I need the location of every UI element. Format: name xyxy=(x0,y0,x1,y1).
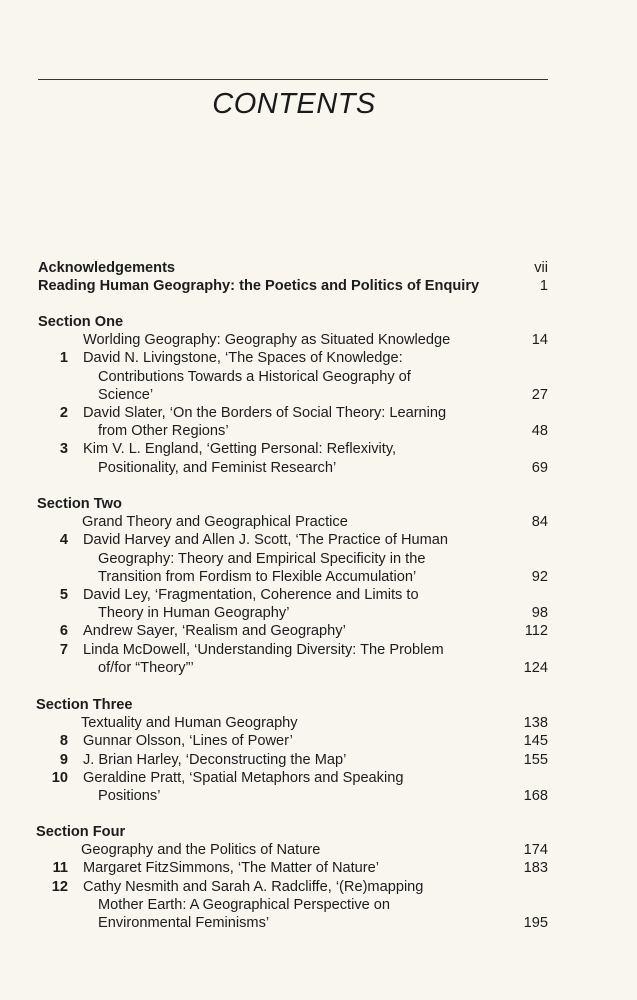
chapter-title-line: Geography: Theory and Empirical Specificity in the xyxy=(98,550,426,567)
section-intro-title: Worlding Geography: Geography as Situated Knowledge xyxy=(83,332,451,349)
chapter-number: 2 xyxy=(59,405,68,421)
page-number: 14 xyxy=(531,332,548,349)
chapter-number: 4 xyxy=(59,532,68,549)
chapter-title-line: Geraldine Pratt, ‘Spatial Metaphors and Speaking xyxy=(83,769,404,786)
chapter-title-line: Andrew Sayer, ‘Realism and Geography’ xyxy=(83,623,346,640)
chapter-title-line: Cathy Nesmith and Sarah A. Radcliffe, ‘(Re)mapping xyxy=(83,878,424,895)
page-number: 145 xyxy=(523,733,548,750)
chapter-title-line: Environmental Feminisms’ xyxy=(98,915,270,931)
chapter-number: 6 xyxy=(59,623,68,640)
chapter-title-line: Transition from Fordism to Flexible Accumulation’ xyxy=(98,568,417,585)
chapter-title-line: Linda McDowell, ‘Understanding Diversity: The Problem xyxy=(83,641,444,658)
section-intro-title: Grand Theory and Geographical Practice xyxy=(82,514,348,531)
section-heading: Section Three xyxy=(36,697,133,713)
page-number: 98 xyxy=(531,605,548,622)
page-number: 195 xyxy=(523,915,548,931)
chapter-title-line: David N. Livingstone, ‘The Spaces of Knowledge: xyxy=(83,350,403,367)
chapter-number: 7 xyxy=(59,641,68,658)
chapter-title-line: of/for “Theory”’ xyxy=(98,659,194,676)
chapter-number: 5 xyxy=(59,587,68,603)
page-number: 48 xyxy=(531,423,548,440)
page-number: 92 xyxy=(531,568,548,585)
chapter-title-line: Contributions Towards a Historical Geography of xyxy=(98,368,411,385)
page-title: CONTENTS xyxy=(212,88,376,120)
front-matter-title: Reading Human Geography: the Poetics and Politics of Enquiry xyxy=(38,278,480,295)
chapter-title-line: Positions’ xyxy=(98,788,161,804)
section-heading: Section Four xyxy=(36,824,126,840)
chapter-number: 1 xyxy=(59,350,68,367)
page-number: 84 xyxy=(531,514,548,531)
chapter-title-line: David Harvey and Allen J. Scott, ‘The Practice of Human xyxy=(83,532,449,549)
section-intro-title: Geography and the Politics of Nature xyxy=(81,842,321,859)
chapter-number: 3 xyxy=(59,441,68,458)
front-matter-title: Acknowledgements xyxy=(38,260,176,276)
page-number: 27 xyxy=(531,386,548,403)
page-number: 124 xyxy=(523,659,548,676)
chapter-title-line: Theory in Human Geography’ xyxy=(98,605,290,622)
page-number: 1 xyxy=(539,278,548,295)
chapter-title-line: Science’ xyxy=(98,386,154,403)
page-number: 174 xyxy=(523,842,548,859)
page-number: 183 xyxy=(523,860,548,877)
chapter-title-line: J. Brian Harley, ‘Deconstructing the Map’ xyxy=(83,751,347,768)
chapter-title-line: David Ley, ‘Fragmentation, Coherence and Limits to xyxy=(83,587,419,603)
page-number: 138 xyxy=(523,715,548,732)
chapter-number: 10 xyxy=(51,769,68,786)
chapter-title-line: from Other Regions’ xyxy=(98,423,229,440)
section-heading: Section Two xyxy=(37,496,122,512)
chapter-title-line: Mother Earth: A Geographical Perspective on xyxy=(98,896,391,913)
chapter-number: 9 xyxy=(59,751,68,768)
chapter-number: 12 xyxy=(51,878,68,895)
page-number: 69 xyxy=(531,459,548,476)
chapter-title-line: David Slater, ‘On the Borders of Social Theory: Learning xyxy=(83,405,447,421)
page-number: 112 xyxy=(524,623,548,640)
chapter-title-line: Gunnar Olsson, ‘Lines of Power’ xyxy=(83,733,293,750)
chapter-title-line: Kim V. L. England, ‘Getting Personal: Reflexivity, xyxy=(83,441,397,458)
chapter-title-line: Margaret FitzSimmons, ‘The Matter of Nature’ xyxy=(83,860,380,877)
page-number: 155 xyxy=(523,751,548,768)
chapter-title-line: Positionality, and Feminist Research’ xyxy=(98,459,337,476)
page-number: 168 xyxy=(523,788,548,804)
section-heading: Section One xyxy=(38,314,124,330)
page-number: vii xyxy=(534,260,548,276)
section-intro-title: Textuality and Human Geography xyxy=(81,715,298,732)
chapter-number: 11 xyxy=(52,860,68,877)
chapter-number: 8 xyxy=(59,733,68,750)
